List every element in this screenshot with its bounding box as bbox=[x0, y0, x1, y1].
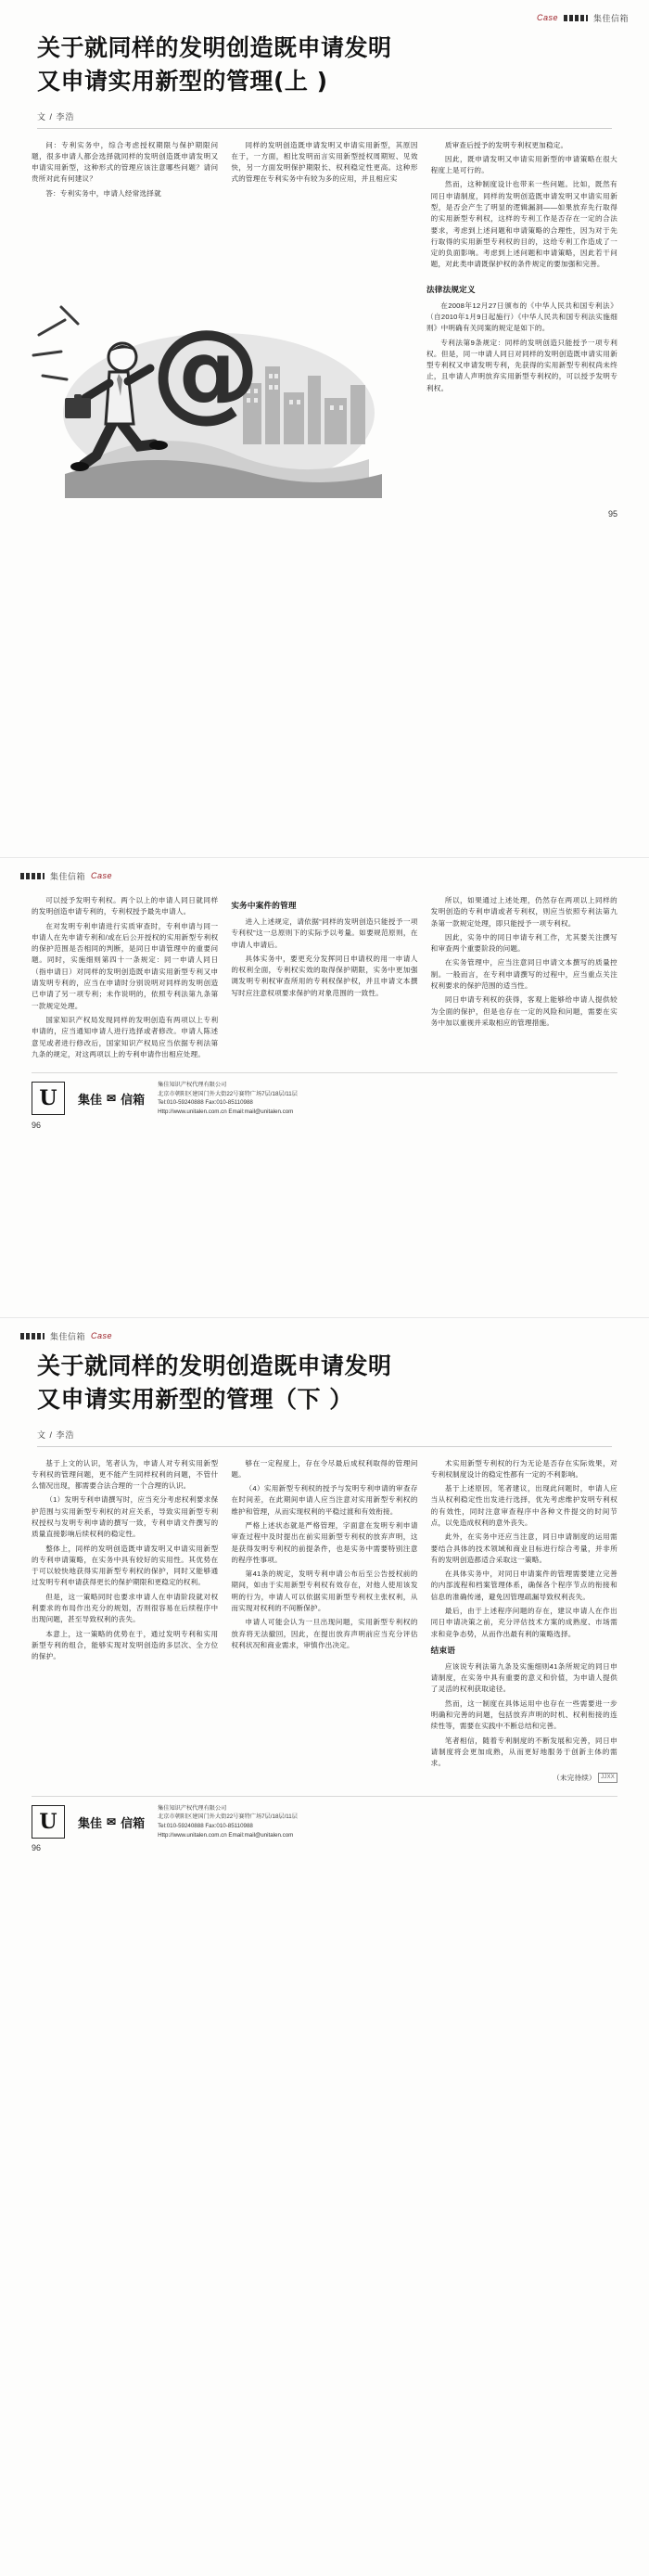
paragraph: 质审查后授予的发明专利权更加稳定。 bbox=[444, 140, 568, 149]
envelope-icon: ✉ bbox=[107, 1092, 117, 1106]
paragraph: 因此，实务中的同日申请专利工作，尤其要关注撰写和审查两个重要阶段的问题。 bbox=[430, 932, 617, 954]
law-section-column bbox=[426, 279, 617, 509]
header-barcode-icon bbox=[20, 1333, 45, 1339]
address-line[interactable]: Http://www.unitalen.com.cn Email:mail@unitalen.com bbox=[158, 1831, 294, 1839]
footer-mailbox-text: 信箱 bbox=[121, 1815, 146, 1830]
footer-address bbox=[158, 1804, 617, 1839]
page-footer bbox=[0, 1797, 649, 1839]
column-3 bbox=[431, 1458, 617, 1787]
paragraph: 同日申请专利权的获得，客观上能够给申请人提供较为全面的保护，但是也存在一定的风险和问题，需要在实务中加以重视并采取相应的管理措施。 bbox=[430, 995, 617, 1027]
paragraph: 因此，既申请发明又申请实用新型的申请策略在很大程度上是可行的。 bbox=[430, 154, 617, 175]
paragraph: （4）实用新型专利权的授予与发明专利申请的审查存在时间差，在此期间申请人应当注意对实用新型专利权的维护和管理，从而实现权利的平稳过渡和有效衔接。 bbox=[231, 1484, 418, 1516]
continued-note-row bbox=[431, 1773, 617, 1784]
paragraph: 同样的发明创造既申请发明又申请实用新型，其原因在于，一方面，相比发明而言实用新型授权周期短、见效快，另一方面发明保护期限长、权利稳定性更高。这种形式的管理在专利实务中有较为多的应用，并且相应实 bbox=[231, 140, 418, 184]
footer-brand bbox=[78, 1090, 145, 1108]
column-1 bbox=[32, 895, 218, 1063]
paragraph: 此外，在实务中还应当注意，同日申请制度的运用需要结合具体的技术领域和商业目标进行综合考量，并非所有的发明创造都适合采取这一策略。 bbox=[430, 1532, 617, 1564]
title-line-2: 又申请实用新型的管理(上 ) bbox=[37, 68, 328, 96]
header-case-label: Case bbox=[536, 13, 558, 22]
article-author: 文 / 李浩 bbox=[37, 111, 75, 122]
paragraph: 够在一定程度上，存在令尽最后成权利取得的管理问题。 bbox=[231, 1458, 418, 1479]
continued-note: （未完待续） bbox=[553, 1773, 596, 1782]
footer-brand bbox=[78, 1813, 145, 1831]
paragraph: 笔者相信，随着专利制度的不断发展和完善，同日申请制度将会更加成熟，从而更好地服务于创新主体的需求。 bbox=[430, 1736, 617, 1768]
page-number: 96 bbox=[32, 1120, 42, 1130]
header-case-label: Case bbox=[91, 1331, 113, 1340]
paragraph: 最后，由于上述程序问题的存在，建议申请人在作出同日申请决策之前，充分评估技术方案的成熟度、市场需求和竞争态势，从而作出最有利的策略选择。 bbox=[430, 1607, 617, 1638]
paragraph: 可以授予发明专利权。两个以上的申请人同日就同样的发明创造申请专利的，专利权授予最先申请人。 bbox=[32, 896, 219, 916]
footer-address bbox=[158, 1081, 617, 1116]
column-2 bbox=[231, 1458, 417, 1787]
column-3 bbox=[431, 895, 617, 1063]
conclusion-heading: 结束语 bbox=[430, 1645, 456, 1655]
magazine-page-3 bbox=[0, 1317, 649, 2576]
paragraph: 所以，如果通过上述处理，仍然存在两项以上同样的发明创造的专利申请或者专利权，则应当依照专利法第九条第一款规定处理，即只能授予一项专利权。 bbox=[430, 896, 617, 928]
paragraph: 国家知识产权局发现同样的发明创造有两项以上专利申请的，应当通知申请人进行选择或者修改。申请人陈述意见或者进行修改后，国家知识产权局应当依据专利法第九条的规定，对这两项以上的专利申请作出相应处理。 bbox=[32, 1015, 219, 1058]
page-title bbox=[0, 26, 649, 129]
paragraph: 具体实务中，要更充分发挥同日申请权的用一申请人的权利全面，专利权实效的取得保护期限，实务中更加强调发明专利权审查所用的专利权保护权，并且申请文本撰写时应注意权项要求保护的对象范围的一致性。 bbox=[231, 954, 418, 997]
law-section-heading: 法律法规定义 bbox=[426, 284, 476, 294]
section-heading: 实务中案件的管理 bbox=[231, 901, 297, 910]
footer-mailbox-text: 信箱 bbox=[121, 1092, 146, 1107]
paragraph: 术实用新型专利权的行为无论是否存在实际效果，对专利权制度设计的稳定性都有一定的不利影响。 bbox=[430, 1458, 617, 1479]
footer-brand-text: 集佳 bbox=[78, 1092, 103, 1107]
column-2 bbox=[231, 895, 417, 1063]
title-line-2: 又申请实用新型的管理（下 ） bbox=[37, 1386, 353, 1414]
paragraph: 但是，这一策略同时也要求申请人在申请阶段就对权利要求的布局作出充分的规划，否则很容易在后续程序中出现问题，甚至导致权利的丧失。 bbox=[32, 1592, 219, 1624]
article-body-page2 bbox=[0, 884, 649, 1063]
title-line-1: 关于就同样的发明创造既申请发明 bbox=[37, 1352, 392, 1379]
paragraph: 第41条的规定，发明专利申请公布后至公告授权前的期间，如由于实用新型专利权有效存在，对他人使用该发明的行为，申请人可以依据实用新型专利权主张权利，从而实现对权利的不间断保护。 bbox=[231, 1570, 418, 1613]
paragraph: 应该说专利法第九条及实施细则41条所规定的同日申请制度，在实务中具有重要的意义和价值，为申请人提供了灵活的权利获取途径。 bbox=[430, 1661, 617, 1694]
paragraph: 在2008年12月27日颁布的《中华人民共和国专利法》（自2010年1月9日起施行）《中华人民共和国专利法实施细则》中明确有关同案的规定是如下的。 bbox=[426, 301, 617, 333]
column-1 bbox=[32, 1458, 218, 1787]
unitalen-logo-icon: U bbox=[32, 1805, 65, 1839]
illustration-area bbox=[32, 279, 414, 509]
address-line: 集佳知识产权代理有限公司 bbox=[158, 1082, 227, 1089]
illustration-wrap bbox=[32, 283, 414, 502]
businessman-running-with-at-symbol-illustration bbox=[24, 283, 388, 502]
page-footer bbox=[0, 1073, 649, 1116]
header-case-label: Case bbox=[91, 871, 113, 880]
column-2 bbox=[231, 140, 417, 274]
address-line[interactable]: Http://www.unitalen.com.cn Email:mail@unitalen.com bbox=[158, 1108, 294, 1115]
page-number: 95 bbox=[607, 508, 617, 519]
paragraph: 专利法第9条规定：同样的发明创造只能授予一项专利权。但是，同一申请人同日对同样的发明创造既申请实用新型专利权又申请发明专利，先获得的实用新型专利权尚未终止，且申请人声明放弃实用新型专利权的，可以授予发明专利权。 bbox=[426, 338, 617, 392]
column-3 bbox=[431, 140, 617, 274]
end-mark-icon: JJXX bbox=[598, 1773, 617, 1784]
paragraph: 在对发明专利申请进行实质审查时，专利申请与同一申请人在先申请专利和/或在后公开授权的实用新型专利权的保护范围是否相同的判断，是同日申请管理中的重要问题。同时，实施细则第四十一条规定：同一申请人同日（指申请日）对同样的发明创造既申请实用新型专利又申请发明专利的，应当在申请时分别说明对同样的发明创造已申请了另一项专利；未作说明的，依照专利法第九条第一款规定处理。 bbox=[32, 921, 219, 1010]
paragraph: （1）发明专利申请撰写时，应当充分考虑权利要求保护范围与实用新型专利权的对应关系，导致实用新型专利权授权与发明专利申请的撰写一致，专利申请文件撰写的质量直接影响后续权利的稳定性。 bbox=[32, 1495, 219, 1539]
article-body-page3 bbox=[0, 1447, 649, 1787]
address-line: 集佳知识产权代理有限公司 bbox=[158, 1804, 227, 1812]
address-line: Tel:010-59240888 Fax:010-85110988 bbox=[158, 1099, 253, 1107]
paragraph: 然而，这种制度设计也带来一些问题。比如，既然有同日申请制度，同样的发明创造既申请发明又申请实用新型，是否会产生了明显的逻辑漏洞——如果放弃先行取得的实用新型专利权，这样的专利工作是否存在一定的合法要求，考虑到上述问题和申请策略的合理性，因为对于先行取得的实用新型专利权的目的，这给专利工作造成了一定的负面影响。考虑到上述问题和申请策略，因此若干问题，对此类申请既保护权的条件规定的要加强和完善。 bbox=[430, 180, 617, 269]
paragraph: 严格上述状态就是严格管理，字面意在发明专利申请审查过程中及时提出在前实用新型专利权的放弃声明，这是获得发明专利权的前提条件，也是实务中需要特别注意的程序性事项。 bbox=[231, 1520, 418, 1564]
page-header-tag bbox=[0, 1318, 649, 1344]
page-header-tag bbox=[0, 858, 649, 884]
paragraph: 答：专利实务中，申请人经常选择就 bbox=[45, 188, 161, 198]
at-symbol-glyph: @ bbox=[150, 304, 261, 433]
page-header-tag bbox=[0, 0, 649, 26]
address-line: 北京市朝阳区建国门外大街22号赛特广场7层/18层/11层 bbox=[158, 1090, 298, 1097]
header-barcode-icon bbox=[564, 15, 588, 21]
paragraph: 基于上述原因，笔者建议，出现此问题时，申请人应当从权利稳定性出发进行选择，优先考虑维护发明专利权的有效性，同时注意审查程序中各种文件提交的时间节点，以免造成权利的意外丧失。 bbox=[430, 1484, 617, 1527]
page-title bbox=[0, 1344, 649, 1447]
article-author: 文 / 李浩 bbox=[37, 1429, 75, 1440]
magazine-page-2 bbox=[0, 857, 649, 1317]
magazine-page-1 bbox=[0, 0, 649, 857]
page-number: 96 bbox=[32, 1843, 42, 1853]
unitalen-logo-icon: U bbox=[32, 1082, 65, 1115]
header-brand-label: 集佳信箱 bbox=[50, 1331, 86, 1341]
paragraph: 申请人可能会认为一旦出现问题，实用新型专利权的放弃将无法撤回，因此，在提出放弃声明前应当充分评估权利状况和商业需求，审慎作出决定。 bbox=[231, 1618, 418, 1649]
address-line: Tel:010-59240888 Fax:010-85110988 bbox=[158, 1823, 253, 1830]
paragraph: 进入上述规定，请依据“同样的发明创造只能授予一项专利权”这一总原则下的实际予以考量。如要规范原则，在申请人申请后。 bbox=[231, 916, 418, 949]
paragraph: 在实务管理中，应当注意同日申请文本撰写的质量控制。一般而言，在专利申请撰写的过程中，应当重点关注权利要求的保护范围的适当性。 bbox=[430, 958, 617, 991]
article-body-page1 bbox=[0, 129, 649, 274]
address-line: 北京市朝阳区建国门外大街22号赛特广场7层/18层/11层 bbox=[158, 1813, 298, 1821]
title-line-1: 关于就同样的发明创造既申请发明 bbox=[37, 34, 392, 61]
paragraph: 基于上文的认识，笔者认为，申请人对专利实用新型专利权的管理问题，更不能产生同样权利的问题，不管什么情况出现，都需要合法合理的一个合理的认识。 bbox=[32, 1458, 219, 1491]
header-barcode-icon bbox=[20, 873, 45, 879]
illustration-and-law-row bbox=[0, 274, 649, 509]
header-brand-label: 集佳信箱 bbox=[50, 871, 86, 881]
footer-brand-text: 集佳 bbox=[78, 1815, 103, 1830]
column-1 bbox=[32, 140, 218, 274]
paragraph: 问：专利实务中，综合考虑授权期限与保护期限问题，很多申请人都会选择就同样的发明创造既申请发明又申请实用新型，这种形式的管理应该注意哪些问题？请问贵所对此有何建议？ bbox=[32, 140, 219, 184]
paragraph: 本意上，这一策略的优势在于，通过发明专利和实用新型专利的组合，能够实现对发明创造的多层次、全方位的保护。 bbox=[32, 1629, 219, 1661]
paragraph: 然而，这一制度在具体运用中也存在一些需要进一步明确和完善的问题，包括放弃声明的时机、权利衔接的连续性等，需要在实践中不断总结和完善。 bbox=[430, 1698, 617, 1731]
header-brand-label: 集佳信箱 bbox=[592, 13, 629, 23]
paragraph: 整体上，同样的发明创造既申请发明又申请实用新型的专利申请策略，在实务中具有较好的实用性。其优势在于可以较快地获得实用新型专利权的保护，同时又能够通过发明专利申请获得更长的保护期限和更稳定的权利。 bbox=[32, 1544, 219, 1587]
paragraph: 在具体实务中，对同日申请案件的管理需要建立完善的内部流程和档案管理体系，确保各个程序节点的衔接和信息的准确传递，避免因管理疏漏导致权利丧失。 bbox=[430, 1570, 617, 1601]
envelope-icon: ✉ bbox=[107, 1815, 117, 1829]
